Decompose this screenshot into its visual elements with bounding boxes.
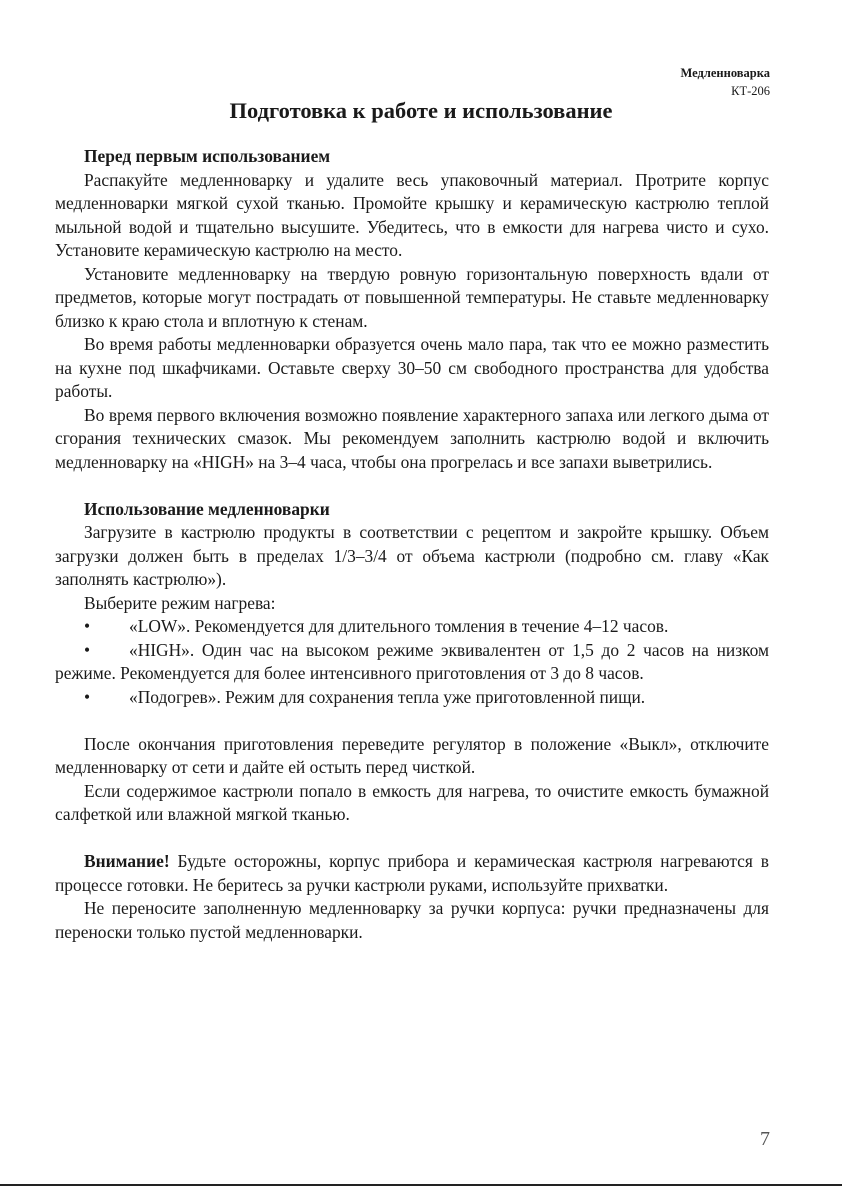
- list-item-high: [55, 639, 769, 686]
- page-number: 7: [760, 1128, 770, 1150]
- bullet-icon: •: [84, 639, 91, 660]
- section-heading-first-use: Перед первым использованием: [84, 146, 331, 166]
- header-product-name: Медленноварка: [680, 66, 770, 80]
- section-heading-usage: Использование медленноварки: [84, 498, 330, 519]
- spacer: [55, 827, 769, 851]
- spacer: [55, 709, 769, 733]
- paragraph: Установите медленноварку на твердую ровную горизонтальную поверхность вдали от предметов, которые могут пострадать от повышенной температуры. Не ставьте медленноварку близко к краю стола и вплотную к стенам.: [55, 263, 769, 331]
- list-item-low: [55, 615, 769, 639]
- warning-paragraph: [55, 850, 769, 897]
- list-item-warm: [55, 686, 769, 710]
- paragraph: Загрузите в кастрюлю продукты в соответствии с рецептом и закройте крышку. Объем загрузки должен быть в пределах 1/3–3/4 от объема кастрюли (подробно см. главу «Как заполнять кастрюлю»).: [55, 522, 769, 589]
- paragraph: Распакуйте медленноварку и удалите весь упаковочный материал. Протрите корпус медленноварки мягкой сухой тканью. Промойте крышку и керамическую кастрюлю теплой мыльной водой и тщательно высушите. Убедитесь, что в емкости для нагрева чисто и сухо. Установите керамическую кастрюлю на место.: [55, 169, 769, 260]
- running-header: [681, 64, 770, 100]
- warning-text: Будьте осторожны, корпус прибора и керамическая кастрюля нагреваются в процессе готовки. Не беритесь за ручки кастрюли руками, используйте прихватки.: [55, 851, 769, 895]
- paragraph: Выберите режим нагрева:: [84, 592, 276, 613]
- bullet-icon: •: [84, 686, 91, 707]
- header-model: КТ-206: [731, 84, 770, 98]
- paragraph: Во время первого включения возможно появление характерного запаха или легкого дыма от сгорания технических смазок. Мы рекомендуем заполнить кастрюлю водой и включить медленноварку на «HIGH» на 3–4 часа, чтобы она прогрелась и все запахи выветрились.: [55, 404, 769, 472]
- bullet-icon: •: [84, 616, 91, 636]
- list-item-text: «Подогрев». Режим для сохранения тепла уже приготовленной пищи.: [129, 686, 646, 707]
- list-item-text: «LOW». Рекомендуется для длительного томления в течение 4–12 часов.: [129, 616, 669, 636]
- paragraph: После окончания приготовления переведите регулятор в положение «Выкл», отключите медленноварку от сети и дайте ей остыть перед чисткой.: [55, 733, 769, 777]
- paragraph: Не переносите заполненную медленноварку за ручки корпуса: ручки предназначены для переноски только пустой медленноварки.: [55, 898, 769, 942]
- bottom-divider: [0, 1184, 842, 1186]
- paragraph: Во время работы медленноварки образуется очень мало пара, так что ее можно разместить на кухне под шкафчиками. Оставьте сверху 30–50 см свободного пространства для удобства работы.: [55, 334, 769, 401]
- warning-label: Внимание!: [84, 851, 170, 871]
- document-body: [55, 145, 769, 944]
- paragraph: Если содержимое кастрюли попало в емкость для нагрева, то очистите емкость бумажной салфеткой или влажной мягкой тканью.: [55, 780, 769, 824]
- spacer: [55, 474, 769, 498]
- list-item-text: «HIGH». Один час на высоком режиме эквивалентен от 1,5 до 2 часов на низком режиме. Рекомендуется для более интенсивного приготовления от 3 до 8 часов.: [55, 639, 769, 683]
- page-title: Подготовка к работе и использование: [229, 98, 613, 123]
